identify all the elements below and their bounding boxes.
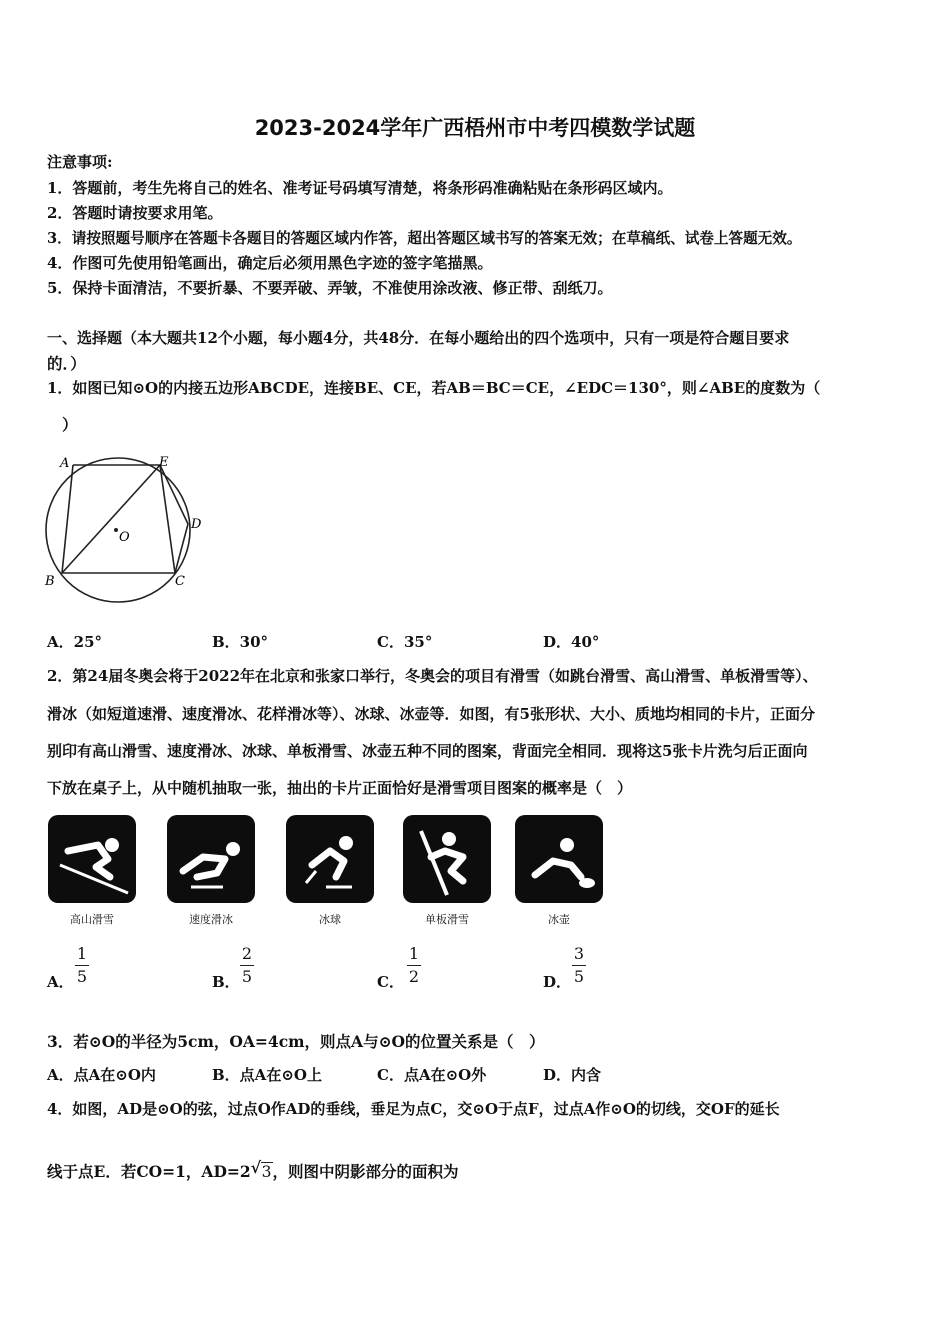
note-item: 2．答题时请按要求用笔。: [47, 204, 223, 222]
card-curling-icon: [515, 815, 603, 903]
q2-option-b-letter[interactable]: B．: [212, 973, 240, 991]
label-b: B: [45, 574, 55, 589]
q1-option-b[interactable]: B．30°: [212, 633, 269, 651]
q4-stem: 4．如图，AD是⊙O的弦，过点O作AD的垂线，垂足为点C，交⊙O于点F，过点A作⊙O的切线，交OF的延长: [47, 1100, 780, 1118]
note-item: 1．答题前，考生先将自己的姓名、准考证号码填写清楚，将条形码准确粘贴在条形码区域内。: [47, 179, 673, 197]
card-snowboard-icon: [403, 815, 491, 903]
section-heading: 一、选择题（本大题共12个小题，每小题4分，共48分．在每小题给出的四个选项中，只有一项是符合题目要求: [47, 329, 790, 347]
note-item: 3．请按照题号顺序在答题卡各题目的答题区域内作答，超出答题区域书写的答案无效；在草稿纸、试卷上答题无效。: [47, 230, 802, 247]
label-a: A: [60, 456, 70, 471]
q2-option-a-fraction[interactable]: 1 5: [76, 944, 88, 986]
pentagon-abcde: [62, 465, 188, 573]
q2-stem: 滑冰（如短道速滑、速度滑冰、花样滑冰等）、冰球、冰壶等．如图，有5张形状、大小、质地均相同的卡片，正面分: [47, 705, 815, 723]
q1-stem-cont: ）: [62, 415, 78, 434]
q3-option-d[interactable]: D．内含: [543, 1066, 602, 1084]
q2-option-c-fraction[interactable]: 1 2: [408, 944, 420, 986]
note-item: 4．作图可先使用铅笔画出，确定后必须用黑色字迹的签字笔描黑。: [47, 254, 493, 272]
note-item: 5．保持卡面清洁，不要折暴、不要弄破、弄皱，不准使用涂改液、修正带、刮纸刀。: [47, 279, 613, 297]
q1-option-a[interactable]: A．25°: [47, 633, 103, 651]
q3-option-b[interactable]: B．点A在⊙O上: [212, 1066, 322, 1084]
q2-option-b-fraction[interactable]: 2 5: [241, 944, 253, 986]
q2-option-d-letter[interactable]: D．: [543, 973, 572, 991]
center-o-dot: [114, 528, 118, 532]
card-label: 高山滑雪: [70, 913, 114, 926]
segment-be: [62, 465, 160, 573]
q1-option-d[interactable]: D．40°: [543, 633, 600, 651]
q3-option-c[interactable]: C．点A在⊙O外: [377, 1066, 487, 1084]
card-alpine-skiing-icon: [48, 815, 136, 903]
q3-option-a[interactable]: A．点A在⊙O内: [47, 1066, 156, 1084]
q2-option-d-fraction[interactable]: 3 5: [573, 944, 585, 986]
label-d: D: [191, 517, 202, 532]
q2-stem: 下放在桌子上，从中随机抽取一张，抽出的卡片正面恰好是滑雪项目图案的概率是（ ）: [47, 779, 633, 797]
q1-stem: 1．如图已知⊙O的内接五边形ABCDE，连接BE、CE，若AB＝BC＝CE，∠EDC＝130°，则∠ABE的度数为（: [47, 379, 821, 397]
card-speed-skating-icon: [167, 815, 255, 903]
q4-stem-cont: 线于点E．若CO=1，AD=2 √ 3，则图中阴影部分的面积为: [47, 1158, 459, 1181]
card-label: 冰球: [319, 913, 341, 926]
label-c: C: [175, 574, 185, 589]
label-o: O: [119, 530, 130, 545]
card-label: 单板滑雪: [425, 913, 469, 926]
card-label: 冰壶: [548, 913, 570, 926]
q1-option-c[interactable]: C．35°: [377, 633, 433, 651]
q3-stem: 3．若⊙O的半径为5cm，OA=4cm，则点A与⊙O的位置关系是（ ）: [47, 1032, 545, 1051]
card-ice-hockey-icon: [286, 815, 374, 903]
q2-option-c-letter[interactable]: C．: [377, 973, 404, 991]
page-title: 2023-2024学年广西梧州市中考四模数学试题: [254, 116, 696, 140]
notes-heading: 注意事项:: [47, 153, 113, 171]
q2-stem: 2．第24届冬奥会将于2022年在北京和张家口举行，冬奥会的项目有滑雪（如跳台滑雪、高山滑雪、单板滑雪等）、: [47, 667, 818, 685]
q2-stem: 别印有高山滑雪、速度滑冰、冰球、单板滑雪、冰壶五种不同的图案，背面完全相同．现将这5张卡片洗匀后正面向: [47, 742, 808, 760]
section-heading-cont: 的．）: [47, 354, 86, 373]
q2-option-a-letter[interactable]: A．: [47, 973, 74, 991]
label-e: E: [159, 455, 169, 470]
card-label: 速度滑冰: [189, 913, 233, 926]
q1-figure-circle-pentagon: [40, 450, 210, 610]
sqrt-symbol: √ 3: [250, 1158, 272, 1181]
